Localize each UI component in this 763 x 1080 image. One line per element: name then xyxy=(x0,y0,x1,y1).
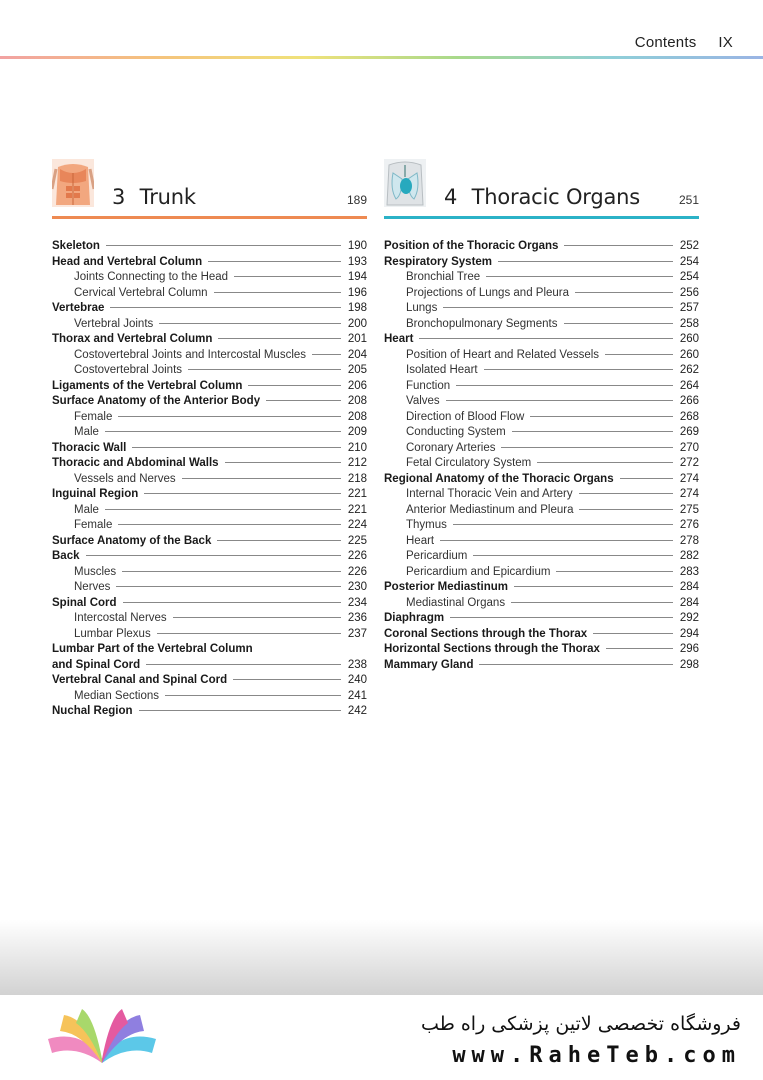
toc-entry-title: Nerves xyxy=(74,581,111,593)
toc-entry-title: Costovertebral Joints and Intercostal Muscles xyxy=(74,348,307,361)
toc-entry[interactable] xyxy=(384,441,699,457)
toc-entry-page: 198 xyxy=(347,302,367,314)
chapter-name: Trunk xyxy=(139,185,196,209)
toc-entry-page: 218 xyxy=(347,472,367,485)
toc-entry-title: Function xyxy=(406,379,451,392)
toc-entry-title: Thymus xyxy=(406,519,447,531)
toc-leader-rule xyxy=(248,385,341,386)
toc-entry[interactable] xyxy=(52,673,367,689)
toc-leader-rule xyxy=(537,462,673,463)
toc-leader-rule xyxy=(106,245,341,246)
toc-entry-title: Vertebral Joints xyxy=(74,317,154,330)
toc-entry-title: Lumbar Plexus xyxy=(74,627,151,640)
toc-leader-rule xyxy=(208,261,341,262)
toc-leader-rule xyxy=(606,648,673,649)
toc-entry-page: 226 xyxy=(347,550,367,562)
toc-entry-page: 206 xyxy=(347,379,367,392)
toc-entry[interactable] xyxy=(384,456,699,472)
toc-entry[interactable] xyxy=(384,348,699,364)
toc-entry-title: Thoracic Wall xyxy=(52,441,127,454)
chapter-3-column xyxy=(52,155,367,720)
toc-entry-page: 212 xyxy=(347,457,367,469)
toc-entry[interactable] xyxy=(384,534,699,550)
toc-entry-title: Coronary Arteries xyxy=(406,441,496,454)
toc-leader-rule xyxy=(456,385,673,386)
toc-leader-rule xyxy=(182,478,341,479)
toc-leader-rule xyxy=(579,493,673,494)
toc-entry-page: 258 xyxy=(679,317,699,330)
toc-entry-title: Bronchopulmonary Segments xyxy=(406,317,558,330)
running-head-section: Contents xyxy=(634,34,697,51)
toc-entry-title: Costovertebral Joints xyxy=(74,364,183,376)
toc-entry-title: Male xyxy=(74,503,99,516)
running-head-page-number: IX xyxy=(718,34,733,51)
chapter-title xyxy=(112,185,196,209)
toc-leader-rule xyxy=(122,571,341,572)
toc-entry-title: Lumbar Part of the Vertebral Column xyxy=(52,643,253,655)
toc-entry[interactable] xyxy=(52,286,367,302)
toc-entry-title: Position of Heart and Related Vessels xyxy=(406,348,600,361)
toc-entry-title: Internal Thoracic Vein and Artery xyxy=(406,488,573,500)
toc-entry-title: Surface Anatomy of the Anterior Body xyxy=(52,395,261,407)
toc-entry[interactable] xyxy=(52,441,367,457)
toc-entry[interactable] xyxy=(52,410,367,426)
toc-entry[interactable] xyxy=(384,472,699,488)
toc-leader-rule xyxy=(312,354,341,355)
toc-entry-page: 209 xyxy=(347,426,367,438)
toc-entry-page: 238 xyxy=(347,658,367,671)
publisher-name: فروشگاه تخصصی لاتین پزشکی راه طب xyxy=(421,1013,741,1035)
chapter-name: Thoracic Organs xyxy=(471,185,640,209)
toc-entry[interactable] xyxy=(384,549,699,565)
toc-entry-page: 225 xyxy=(347,534,367,547)
toc-entry[interactable] xyxy=(52,270,367,286)
toc-list xyxy=(384,239,699,673)
toc-entry[interactable] xyxy=(52,379,367,395)
toc-entry[interactable] xyxy=(52,472,367,488)
toc-leader-rule xyxy=(620,478,673,479)
toc-entry-title: Cervical Vertebral Column xyxy=(74,286,208,299)
toc-leader-rule xyxy=(118,416,341,417)
toc-entry-page: 266 xyxy=(679,395,699,407)
toc-entry[interactable] xyxy=(384,270,699,286)
toc-entry[interactable] xyxy=(384,410,699,426)
chapter-4-column xyxy=(384,155,699,673)
toc-leader-rule xyxy=(530,416,673,417)
toc-entry-title: Regional Anatomy of the Thoracic Organs xyxy=(384,472,614,485)
toc-leader-rule xyxy=(511,602,673,603)
toc-entry-page: 237 xyxy=(347,627,367,640)
toc-leader-rule xyxy=(225,462,341,463)
toc-entry-title: Female xyxy=(74,519,113,531)
toc-list xyxy=(52,239,367,720)
toc-entry[interactable] xyxy=(384,658,699,674)
toc-entry[interactable] xyxy=(52,348,367,364)
toc-leader-rule xyxy=(214,292,341,293)
toc-entry[interactable] xyxy=(384,286,699,302)
toc-entry-page: 208 xyxy=(347,410,367,423)
toc-entry-title: Posterior Mediastinum xyxy=(384,581,508,593)
toc-entry-title: and Spinal Cord xyxy=(52,658,141,671)
toc-entry-title: Bronchial Tree xyxy=(406,271,481,283)
toc-entry-title: Joints Connecting to the Head xyxy=(74,271,229,283)
toc-leader-rule xyxy=(234,276,341,277)
toc-leader-rule xyxy=(188,369,341,370)
toc-entry-page: 200 xyxy=(347,317,367,330)
toc-entry-page: 276 xyxy=(679,519,699,531)
toc-entry-page: 254 xyxy=(679,271,699,283)
toc-entry-page: 294 xyxy=(679,627,699,640)
thoracic-organs-icon xyxy=(384,159,426,207)
toc-entry[interactable] xyxy=(52,565,367,581)
toc-leader-rule xyxy=(173,617,341,618)
toc-entry-title: Lungs xyxy=(406,302,438,314)
toc-entry-page: 262 xyxy=(679,364,699,376)
toc-entry-page: 205 xyxy=(347,364,367,376)
toc-entry-title: Vessels and Nerves xyxy=(74,472,176,485)
toc-entry-page: 221 xyxy=(347,488,367,500)
toc-entry[interactable] xyxy=(52,627,367,643)
toc-entry-page: 201 xyxy=(347,333,367,345)
toc-entry-title: Heart xyxy=(384,333,414,345)
toc-entry-title: Thorax and Vertebral Column xyxy=(52,333,213,345)
toc-entry-title: Valves xyxy=(406,395,440,407)
toc-entry-page: 272 xyxy=(679,457,699,469)
toc-leader-rule xyxy=(593,633,673,634)
toc-entry[interactable] xyxy=(52,301,367,317)
toc-entry-page: 270 xyxy=(679,441,699,454)
toc-entry-title: Back xyxy=(52,550,80,562)
toc-entry[interactable] xyxy=(384,627,699,643)
toc-entry-title: Pericardium xyxy=(406,550,468,562)
toc-entry[interactable] xyxy=(384,580,699,596)
toc-entry[interactable] xyxy=(52,456,367,472)
toc-entry-title: Thoracic and Abdominal Walls xyxy=(52,457,219,469)
toc-entry-page: 208 xyxy=(347,395,367,407)
toc-entry-page: 230 xyxy=(347,581,367,593)
toc-entry-title: Diaphragm xyxy=(384,612,445,624)
toc-entry[interactable] xyxy=(384,596,699,612)
toc-entry-page: 269 xyxy=(679,426,699,438)
toc-leader-rule xyxy=(123,602,341,603)
toc-entry-page: 241 xyxy=(347,689,367,702)
toc-leader-rule xyxy=(217,540,341,541)
toc-entry-page: 298 xyxy=(679,658,699,671)
toc-entry-page: 242 xyxy=(347,705,367,717)
toc-entry[interactable] xyxy=(52,596,367,612)
toc-entry-title: Coronal Sections through the Thorax xyxy=(384,627,588,640)
toc-leader-rule xyxy=(579,509,673,510)
toc-entry-page: 274 xyxy=(679,488,699,500)
toc-entry-page: 221 xyxy=(347,503,367,516)
toc-leader-rule xyxy=(165,695,341,696)
toc-entry-title: Mammary Gland xyxy=(384,658,474,671)
toc-entry[interactable] xyxy=(52,363,367,379)
toc-entry-title: Intercostal Nerves xyxy=(74,612,167,624)
toc-entry-page: 210 xyxy=(347,441,367,454)
toc-entry[interactable] xyxy=(384,487,699,503)
toc-entry-title: Fetal Circulatory System xyxy=(406,457,532,469)
toc-entry[interactable] xyxy=(384,317,699,333)
toc-entry-title: Vertebral Canal and Spinal Cord xyxy=(52,674,228,686)
toc-entry[interactable] xyxy=(52,658,367,674)
toc-entry[interactable] xyxy=(384,611,699,627)
toc-entry-title: Respiratory System xyxy=(384,255,493,268)
toc-entry-page: 257 xyxy=(679,302,699,314)
chapter-start-page: 189 xyxy=(346,193,367,207)
toc-entry-title: Position of the Thoracic Organs xyxy=(384,240,559,252)
toc-entry-page: 252 xyxy=(679,240,699,252)
chapter-title xyxy=(444,185,640,209)
toc-entry-title: Spinal Cord xyxy=(52,596,117,609)
toc-leader-rule xyxy=(146,664,341,665)
toc-entry[interactable] xyxy=(52,332,367,348)
publisher-url[interactable]: www.RaheTeb.com xyxy=(452,1043,741,1068)
toc-leader-rule xyxy=(453,524,673,525)
toc-entry-title: Projections of Lungs and Pleura xyxy=(406,286,570,299)
toc-leader-rule xyxy=(159,323,341,324)
chapter-start-page: 251 xyxy=(678,193,699,207)
toc-leader-rule xyxy=(132,447,341,448)
book-logo-icon xyxy=(42,1009,162,1065)
toc-leader-rule xyxy=(473,555,673,556)
toc-entry-title: Heart xyxy=(406,534,435,547)
toc-entry-title: Ligaments of the Vertebral Column xyxy=(52,379,243,392)
toc-entry[interactable] xyxy=(384,239,699,255)
chapter-rule xyxy=(384,216,699,219)
toc-entry-page: 204 xyxy=(347,348,367,361)
toc-entry[interactable] xyxy=(52,503,367,519)
toc-entry-page: 278 xyxy=(679,534,699,547)
toc-entry[interactable] xyxy=(52,518,367,534)
toc-entry-page: 260 xyxy=(679,333,699,345)
toc-entry-title: Conducting System xyxy=(406,426,506,438)
header-rainbow-rule xyxy=(0,56,763,59)
toc-entry-page: 283 xyxy=(679,565,699,578)
toc-leader-rule xyxy=(443,307,673,308)
toc-entry-page: 196 xyxy=(347,286,367,299)
toc-entry-title: Horizontal Sections through the Thorax xyxy=(384,643,600,655)
toc-entry-title: Male xyxy=(74,426,99,438)
toc-leader-rule xyxy=(440,540,673,541)
toc-leader-rule xyxy=(450,617,673,618)
toc-entry-title: Surface Anatomy of the Back xyxy=(52,534,212,547)
toc-entry-page: 234 xyxy=(347,596,367,609)
toc-entry-title: Pericardium and Epicardium xyxy=(406,565,551,578)
toc-entry[interactable] xyxy=(52,394,367,410)
toc-entry-page: 284 xyxy=(679,581,699,593)
toc-leader-rule xyxy=(266,400,341,401)
toc-entry-page: 275 xyxy=(679,503,699,516)
toc-leader-rule xyxy=(479,664,673,665)
toc-leader-rule xyxy=(86,555,342,556)
toc-leader-rule xyxy=(118,524,341,525)
chapter-4-header xyxy=(384,155,699,219)
toc-entry-title: Inguinal Region xyxy=(52,488,139,500)
toc-leader-rule xyxy=(233,679,341,680)
toc-entry-page: 194 xyxy=(347,271,367,283)
toc-entry[interactable] xyxy=(384,255,699,271)
toc-entry[interactable] xyxy=(52,239,367,255)
toc-entry-page: 260 xyxy=(679,348,699,361)
trunk-muscles-icon xyxy=(52,159,94,207)
toc-entry[interactable] xyxy=(52,255,367,271)
toc-entry-page: 190 xyxy=(347,240,367,252)
running-head xyxy=(635,34,733,51)
toc-leader-rule xyxy=(564,323,674,324)
toc-leader-rule xyxy=(514,586,673,587)
toc-leader-rule xyxy=(446,400,673,401)
toc-entry[interactable] xyxy=(52,642,367,658)
toc-entry-page: 254 xyxy=(679,255,699,268)
toc-leader-rule xyxy=(110,307,341,308)
toc-entry[interactable] xyxy=(384,425,699,441)
toc-entry[interactable] xyxy=(384,642,699,658)
toc-entry[interactable] xyxy=(52,425,367,441)
toc-entry-page: 264 xyxy=(679,379,699,392)
toc-entry-page: 296 xyxy=(679,643,699,655)
toc-entry-title: Muscles xyxy=(74,565,117,578)
toc-entry[interactable] xyxy=(384,565,699,581)
toc-entry[interactable] xyxy=(52,487,367,503)
toc-entry-page: 193 xyxy=(347,255,367,268)
toc-leader-rule xyxy=(501,447,673,448)
chapter-number: 3 xyxy=(112,185,126,209)
footer-shadow xyxy=(0,920,763,995)
toc-leader-rule xyxy=(419,338,673,339)
toc-leader-rule xyxy=(139,710,341,711)
toc-entry-page: 226 xyxy=(347,565,367,578)
toc-leader-rule xyxy=(144,493,341,494)
toc-entry[interactable] xyxy=(384,363,699,379)
toc-entry-page: 236 xyxy=(347,612,367,624)
chapter-number: 4 xyxy=(444,185,458,209)
toc-entry[interactable] xyxy=(384,332,699,348)
chapter-rule xyxy=(52,216,367,219)
toc-entry-page: 240 xyxy=(347,674,367,686)
toc-entry[interactable] xyxy=(52,704,367,720)
toc-entry[interactable] xyxy=(52,580,367,596)
toc-entry-page: 282 xyxy=(679,550,699,562)
toc-leader-rule xyxy=(484,369,673,370)
toc-leader-rule xyxy=(564,245,673,246)
toc-entry-title: Head and Vertebral Column xyxy=(52,255,203,268)
toc-leader-rule xyxy=(486,276,673,277)
toc-entry[interactable] xyxy=(52,317,367,333)
toc-entry-title: Nuchal Region xyxy=(52,705,133,717)
publisher-footer xyxy=(0,995,763,1080)
toc-entry[interactable] xyxy=(52,534,367,550)
toc-leader-rule xyxy=(575,292,673,293)
toc-entry[interactable] xyxy=(52,611,367,627)
toc-leader-rule xyxy=(116,586,341,587)
toc-entry-page: 224 xyxy=(347,519,367,531)
toc-leader-rule xyxy=(605,354,673,355)
toc-leader-rule xyxy=(105,509,341,510)
toc-entry[interactable] xyxy=(384,518,699,534)
toc-entry[interactable] xyxy=(384,301,699,317)
toc-entry-page: 284 xyxy=(679,596,699,609)
toc-entry-title: Skeleton xyxy=(52,240,100,252)
toc-entry-title: Vertebrae xyxy=(52,302,105,314)
toc-leader-rule xyxy=(157,633,341,634)
toc-leader-rule xyxy=(105,431,341,432)
toc-leader-rule xyxy=(498,261,673,262)
toc-entry-title: Median Sections xyxy=(74,689,160,702)
toc-entry[interactable] xyxy=(384,379,699,395)
chapter-3-header xyxy=(52,155,367,219)
toc-entry-title: Female xyxy=(74,410,113,423)
toc-leader-rule xyxy=(512,431,673,432)
toc-entry-page: 292 xyxy=(679,612,699,624)
toc-leader-rule xyxy=(556,571,673,572)
toc-entry[interactable] xyxy=(384,394,699,410)
toc-entry[interactable] xyxy=(52,689,367,705)
toc-entry-title: Direction of Blood Flow xyxy=(406,410,525,423)
toc-entry-title: Mediastinal Organs xyxy=(406,596,506,609)
toc-entry-page: 274 xyxy=(679,472,699,485)
toc-entry[interactable] xyxy=(52,549,367,565)
toc-entry-page: 256 xyxy=(679,286,699,299)
toc-entry-page: 268 xyxy=(679,410,699,423)
toc-entry-title: Isolated Heart xyxy=(406,364,478,376)
toc-leader-rule xyxy=(218,338,341,339)
toc-entry[interactable] xyxy=(384,503,699,519)
toc-entry-title: Anterior Mediastinum and Pleura xyxy=(406,503,574,516)
